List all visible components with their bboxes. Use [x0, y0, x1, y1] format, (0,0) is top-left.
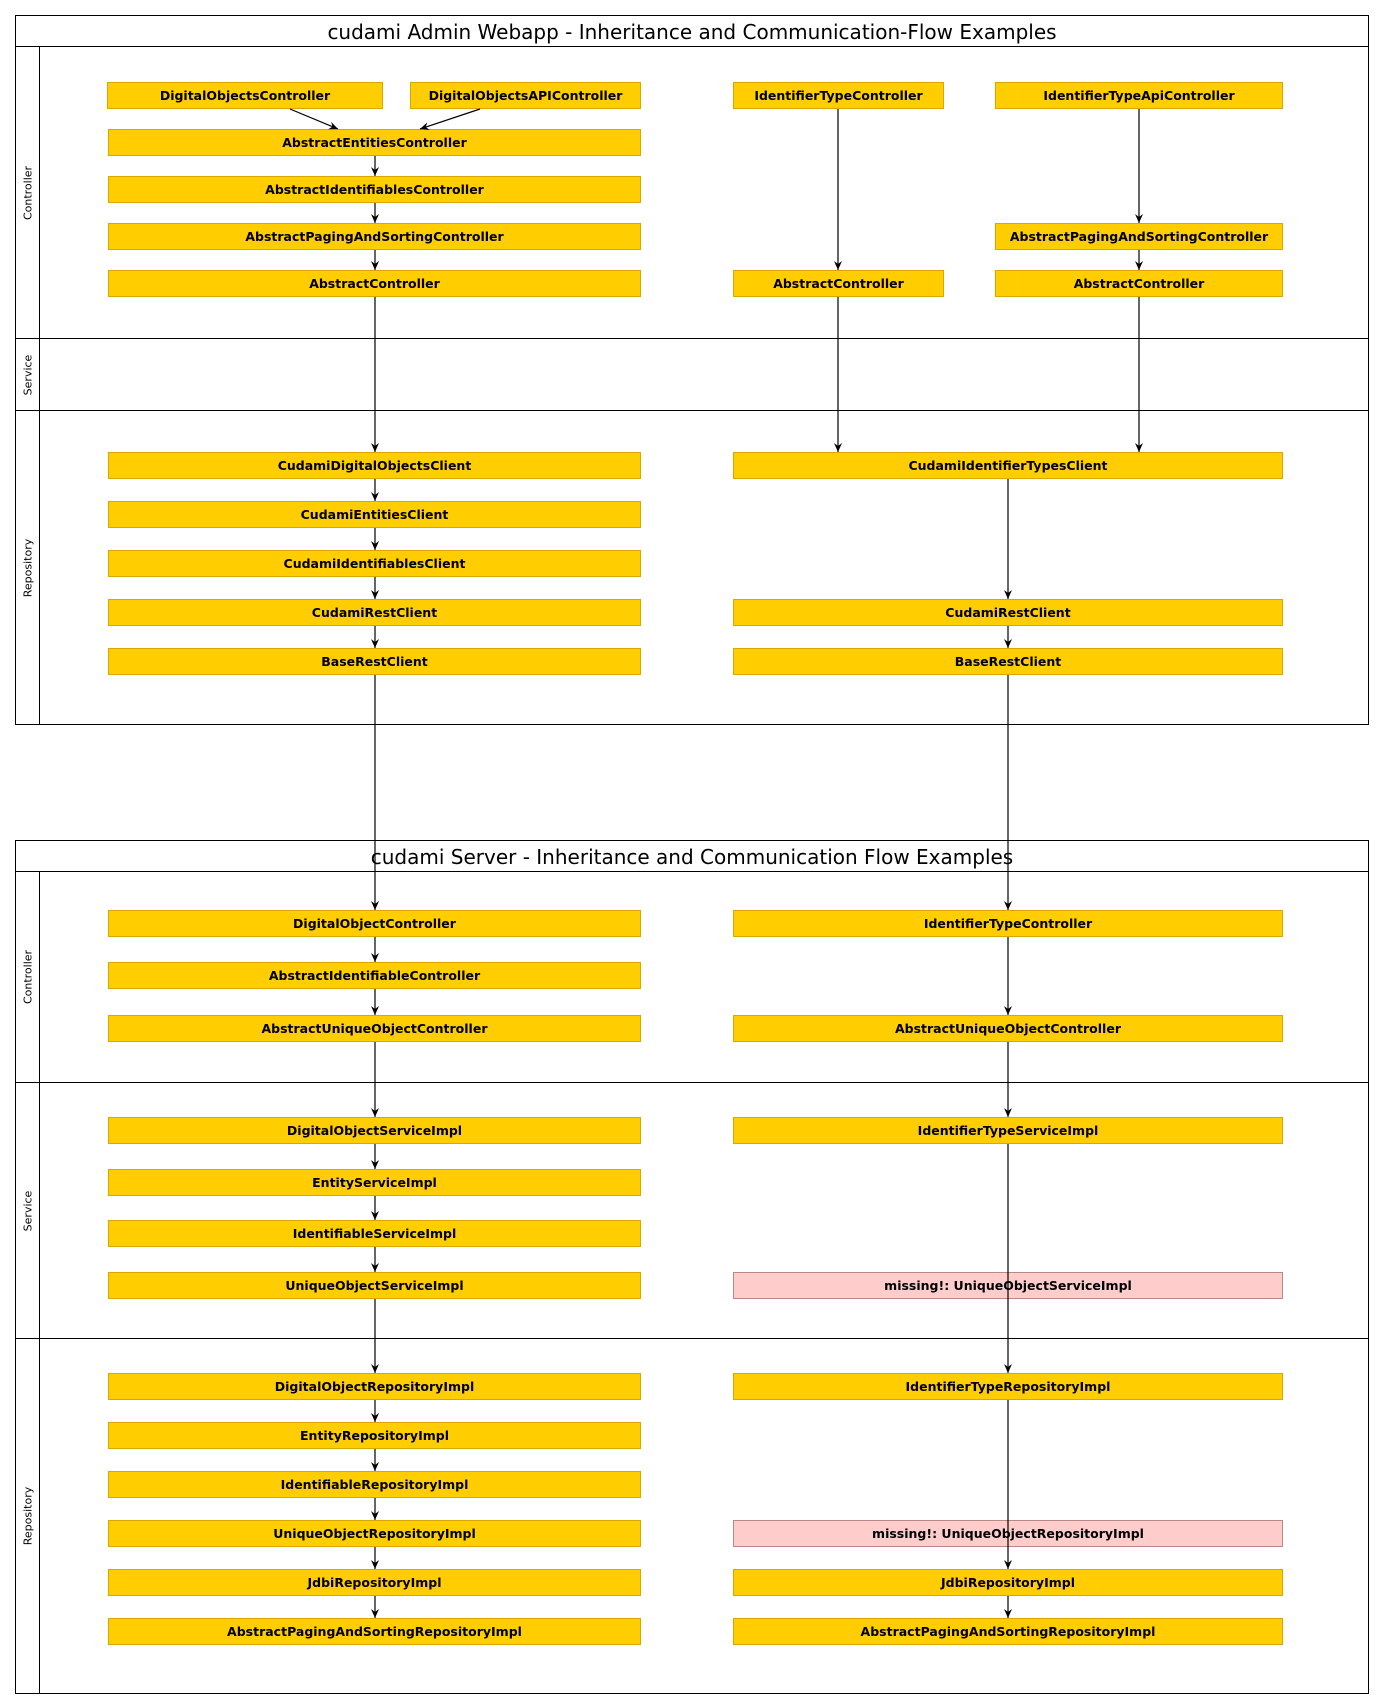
node-s-entity-service-impl[interactable]: EntityServiceImpl [108, 1169, 641, 1196]
node-a-abstract-controller-left[interactable]: AbstractController [108, 270, 641, 297]
server-service-lane-header [16, 1083, 40, 1338]
node-s-identifiable-service-impl[interactable]: IdentifiableServiceImpl [108, 1220, 641, 1247]
server-title: cudami Server - Inheritance and Communication Flow Examples [16, 841, 1368, 872]
node-s-digital-object-controller[interactable]: DigitalObjectController [108, 910, 641, 937]
node-s-missing-unique-object-repository-impl[interactable]: missing!: UniqueObjectRepositoryImpl [733, 1520, 1283, 1547]
node-a-abstract-controller-middle[interactable]: AbstractController [733, 270, 944, 297]
node-a-abstract-paging-sorting-controller-left[interactable]: AbstractPagingAndSortingController [108, 223, 641, 250]
node-s-identifier-type-controller[interactable]: IdentifierTypeController [733, 910, 1283, 937]
admin-repository-lane-header [16, 411, 40, 724]
node-a-base-rest-client-right[interactable]: BaseRestClient [733, 648, 1283, 675]
node-a-abstract-controller-right[interactable]: AbstractController [995, 270, 1283, 297]
node-s-abstract-unique-object-controller-right[interactable]: AbstractUniqueObjectController [733, 1015, 1283, 1042]
admin-webapp-title: cudami Admin Webapp - Inheritance and Communication-Flow Examples [16, 16, 1368, 47]
node-s-unique-object-service-impl[interactable]: UniqueObjectServiceImpl [108, 1272, 641, 1299]
admin-controller-lane-header [16, 47, 40, 338]
server-controller-lane-label: Controller [21, 949, 34, 1005]
admin-service-lane [16, 338, 1368, 410]
node-s-identifier-type-service-impl[interactable]: IdentifierTypeServiceImpl [733, 1117, 1283, 1144]
server-repository-lane-header [16, 1339, 40, 1693]
server-service-lane-label: Service [21, 1190, 34, 1231]
node-s-abstract-identifiable-controller[interactable]: AbstractIdentifiableController [108, 962, 641, 989]
node-a-cudami-identifiables-client[interactable]: CudamiIdentifiablesClient [108, 550, 641, 577]
node-a-identifier-type-api-controller[interactable]: IdentifierTypeApiController [995, 82, 1283, 109]
node-a-identifier-type-controller[interactable]: IdentifierTypeController [733, 82, 944, 109]
node-s-abstract-unique-object-controller-left[interactable]: AbstractUniqueObjectController [108, 1015, 641, 1042]
admin-service-lane-header [16, 339, 40, 410]
node-a-abstract-identifiables-controller[interactable]: AbstractIdentifiablesController [108, 176, 641, 203]
admin-service-lane-label: Service [21, 354, 34, 395]
node-a-cudami-identifier-types-client[interactable]: CudamiIdentifierTypesClient [733, 452, 1283, 479]
node-s-missing-unique-object-service-impl[interactable]: missing!: UniqueObjectServiceImpl [733, 1272, 1283, 1299]
node-s-unique-object-repository-impl[interactable]: UniqueObjectRepositoryImpl [108, 1520, 641, 1547]
server-repository-lane-label: Repository [21, 1486, 34, 1546]
node-s-abstract-paging-sorting-repository-impl-right[interactable]: AbstractPagingAndSortingRepositoryImpl [733, 1618, 1283, 1645]
node-s-identifiable-repository-impl[interactable]: IdentifiableRepositoryImpl [108, 1471, 641, 1498]
admin-controller-lane-label: Controller [21, 165, 34, 220]
node-a-cudami-entities-client[interactable]: CudamiEntitiesClient [108, 501, 641, 528]
node-s-digital-object-service-impl[interactable]: DigitalObjectServiceImpl [108, 1117, 641, 1144]
node-a-cudami-rest-client-left[interactable]: CudamiRestClient [108, 599, 641, 626]
node-s-entity-repository-impl[interactable]: EntityRepositoryImpl [108, 1422, 641, 1449]
node-a-abstract-entities-controller[interactable]: AbstractEntitiesController [108, 129, 641, 156]
node-a-abstract-paging-sorting-controller-right[interactable]: AbstractPagingAndSortingController [995, 223, 1283, 250]
node-a-cudami-rest-client-right[interactable]: CudamiRestClient [733, 599, 1283, 626]
node-s-digital-object-repository-impl[interactable]: DigitalObjectRepositoryImpl [108, 1373, 641, 1400]
node-s-identifier-type-repository-impl[interactable]: IdentifierTypeRepositoryImpl [733, 1373, 1283, 1400]
node-s-abstract-paging-sorting-repository-impl-left[interactable]: AbstractPagingAndSortingRepositoryImpl [108, 1618, 641, 1645]
admin-repository-lane-label: Repository [21, 538, 34, 597]
node-a-cudami-digital-objects-client[interactable]: CudamiDigitalObjectsClient [108, 452, 641, 479]
node-a-digital-objects-api-controller[interactable]: DigitalObjectsAPIController [410, 82, 641, 109]
server-controller-lane-header [16, 872, 40, 1082]
node-s-jdbi-repository-impl-right[interactable]: JdbiRepositoryImpl [733, 1569, 1283, 1596]
node-s-jdbi-repository-impl-left[interactable]: JdbiRepositoryImpl [108, 1569, 641, 1596]
node-a-base-rest-client-left[interactable]: BaseRestClient [108, 648, 641, 675]
node-a-digital-objects-controller[interactable]: DigitalObjectsController [107, 82, 383, 109]
